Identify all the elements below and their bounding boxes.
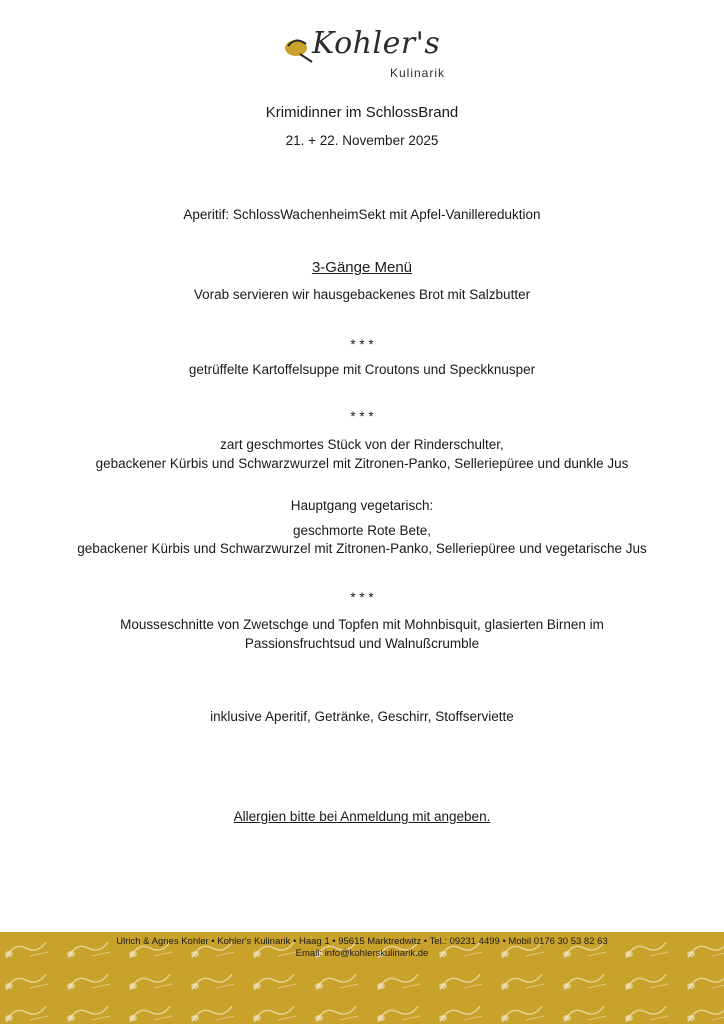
logo-subtitle: Kulinarik [390,66,446,80]
kohlers-kulinarik-logo [278,22,448,82]
course-separator: * * * [350,409,374,424]
menu-heading: 3-Gänge Menü [311,259,413,276]
course-separator: * * * [350,590,374,605]
logo-script-text: Kohler's [312,26,441,61]
menu-intro: Vorab servieren wir hausgebackenes Brot mit Salzbutter [193,287,531,302]
vegetarian-line-1: geschmorte Rote Bete, [292,523,432,538]
footer-contact-line: Ulrich & Agnes Kohler • Kohler's Kulinarik • Haag 1 • 95615 Marktredwitz • Tel.: 09231 4499 • Mobil 0176 30 53 82 63 [116,936,608,947]
included-note: inklusive Aperitif, Getränke, Geschirr, Stoffserviette [210,709,514,724]
footer-band [0,932,724,1024]
soup-course: getrüffelte Kartoffelsuppe mit Croutons und Speckknusper [188,362,536,377]
event-title: Krimidinner im SchlossBrand [265,104,459,121]
vegetarian-heading: Hauptgang vegetarisch: [290,498,434,513]
main-course-line-2: gebackener Kürbis und Schwarzwurzel mit Zitronen-Panko, Selleriepüree und dunkle Jus [95,456,629,471]
main-course-line-1: zart geschmortes Stück von der Rinderschulter, [220,437,504,452]
dessert-line-1: Mousseschnitte von Zwetschge und Topfen mit Mohnbisquit, glasierten Birnen im [120,617,604,632]
vegetarian-line-2: gebackener Kürbis und Schwarzwurzel mit Zitronen-Panko, Selleriepüree und vegetarische Jus [77,541,647,556]
aperitif-line: Aperitif: SchlossWachenheimSekt mit Apfel-Vanillereduktion [183,207,541,222]
footer-email[interactable]: Email: info@kohlerskulinarik.de [295,948,429,959]
course-separator: * * * [350,337,374,352]
event-date: 21. + 22. November 2025 [285,133,439,148]
dessert-line-2: Passionsfruchtsud und Walnußcrumble [244,636,480,651]
allergy-note: Allergien bitte bei Anmeldung mit angeben. [233,809,491,824]
